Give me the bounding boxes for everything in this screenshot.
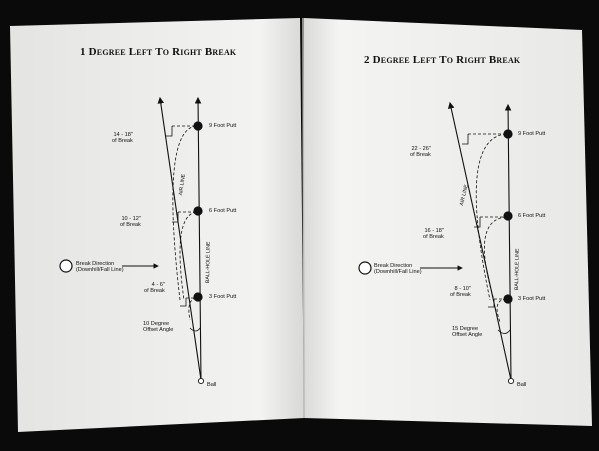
right-putt-3ft-label: 3 Foot Putt [518,296,546,302]
left-putt-3ft-label: 3 Foot Putt [209,294,237,300]
right-break-direction-label: Break Direction (Downhill/Fall Line) [374,263,422,276]
left-break-direction-icon [60,260,72,272]
right-hole-3ft [503,294,512,303]
right-ball-hole-line-label: BALL-HOLE LINE [514,248,521,291]
left-break-6ft: 10 - 12" of Break [120,216,141,229]
left-putt-6ft-label: 6 Foot Putt [209,208,237,214]
left-page-title: 1 Degree Left To Right Break [80,46,237,58]
left-ball-hole-line-label: BALL-HOLE LINE [205,241,212,284]
right-hole-6ft [503,211,512,220]
left-page [10,18,304,432]
right-air-line-label: AIR LINE [459,183,470,207]
right-break-6ft: 16 - 18" of Break [423,228,444,241]
left-hole-3ft [193,292,202,301]
left-ball-icon [198,378,203,383]
left-putt-9ft-label: 9 Foot Putt [209,123,237,129]
right-putt-6ft-label: 6 Foot Putt [518,213,546,219]
right-hole-9ft [503,129,512,138]
left-hole-6ft [193,206,202,215]
right-ball-icon [508,378,513,383]
left-break-direction-label: Break Direction (Downhill/Fall Line) [76,261,124,274]
right-ball-label: Ball [517,382,527,388]
right-break-3ft: 8 - 10" of Break [450,286,471,299]
left-hole-9ft [193,121,202,130]
left-offset-angle-label: 10 Degree Offset Angle [143,321,174,334]
book-spine [303,18,304,418]
left-break-9ft: 14 - 18" of Break [112,132,133,145]
right-break-9ft: 22 - 26" of Break [410,146,431,159]
right-putt-9ft-label: 9 Foot Putt [518,131,546,137]
right-page-title: 2 Degree Left To Right Break [364,54,521,66]
left-ball-label: Ball [207,382,217,388]
right-offset-angle-label: 15 Degree Offset Angle [452,326,483,339]
left-air-line-label: AIR LINE [178,173,187,196]
right-page [304,18,592,426]
right-break-direction-icon [359,262,371,274]
left-break-3ft: 4 - 6" of Break [144,282,165,295]
